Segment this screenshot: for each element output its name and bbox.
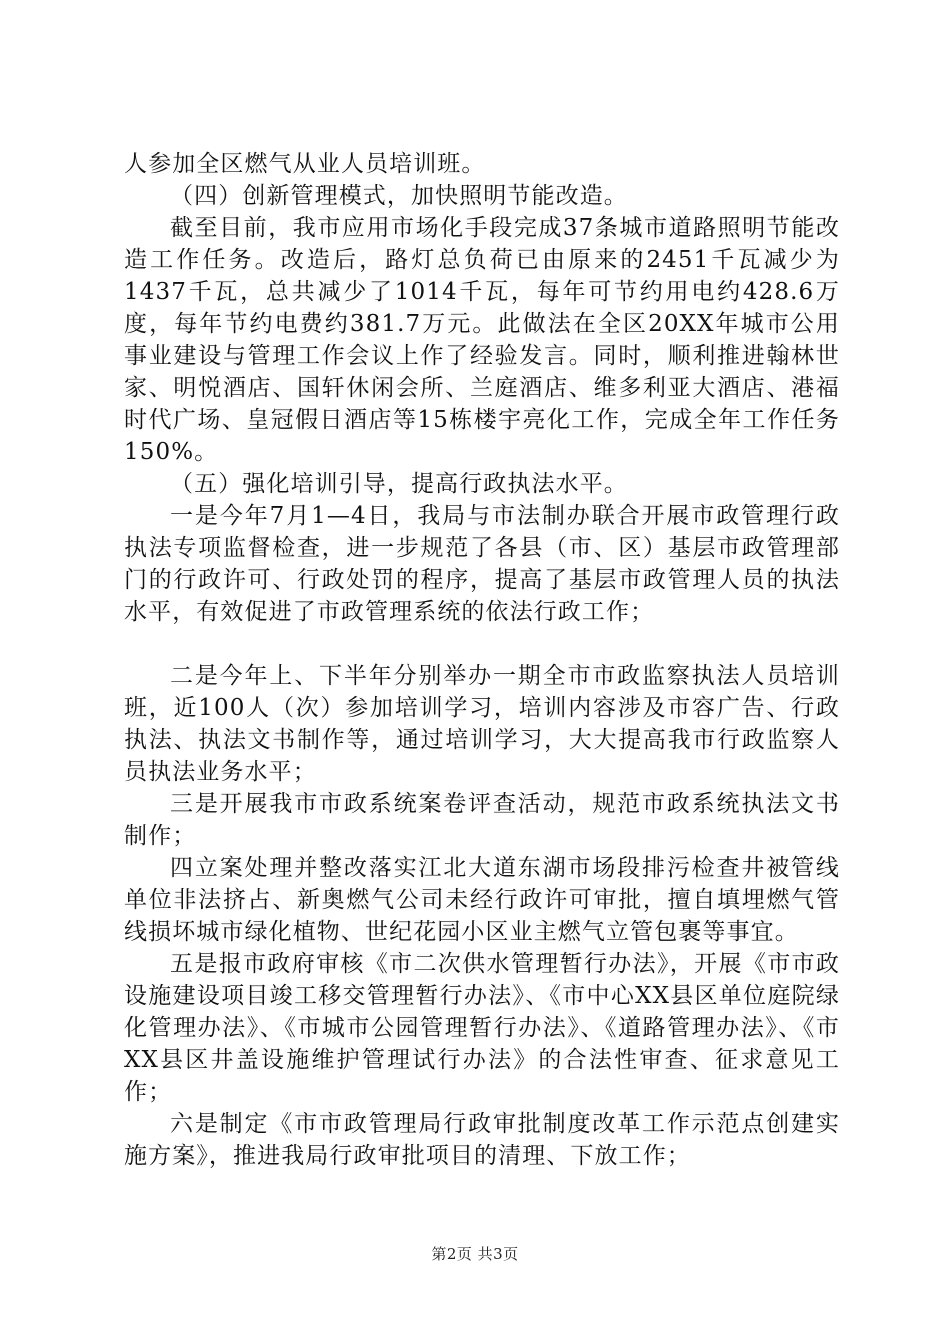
paragraph: 一是今年7月1—4日，我局与市法制办联合开展市政管理行政执法专项监督检查，进一步规范了各县（市、区）基层市政管理部门的行政许可、行政处罚的程序，提高了基层市政管理人员的执法水平，有效促进了市政管理系统的依法行政工作； bbox=[124, 503, 840, 625]
paragraph: 三是开展我市市政系统案卷评查活动，规范市政系统执法文书制作； bbox=[124, 791, 840, 849]
paragraph: 四立案处理并整改落实江北大道东湖市场段排污检查井被管线单位非法挤占、新奥燃气公司未经行政许可审批，擅自填埋燃气管线损坏城市绿化植物、世纪花园小区业主燃气立管包裹等事宜。 bbox=[124, 855, 840, 945]
page-footer: 第2页 共3页 bbox=[431, 1245, 519, 1263]
paragraph: 五是报市政府审核《市二次供水管理暂行办法》，开展《市市政设施建设项目竣工移交管理暂行办法》、《市中心XX县区单位庭院绿化管理办法》、《市城市公园管理暂行办法》、《道路管理办法》、《市XX县区井盖设施维护管理试行办法》的合法性审查、征求意见工作； bbox=[124, 951, 840, 1105]
section-heading: （四）创新管理模式，加快照明节能改造。 bbox=[170, 183, 628, 209]
paragraph: 人参加全区燃气从业人员培训班。 bbox=[124, 151, 486, 177]
section-heading: （五）强化培训引导，提高行政执法水平。 bbox=[170, 471, 628, 497]
paragraph: 截至目前，我市应用市场化手段完成37条城市道路照明节能改造工作任务。改造后，路灯总负荷已由原来的2451千瓦减少为1437千瓦，总共减少了1014千瓦，每年可节约用电约428.6万度，每年节约电费约381.7万元。此做法在全区20XX年城市公用事业建设与管理工作会议上作了经验发言。同时，顺利推进翰林世家、明悦酒店、国轩休闲会所、兰庭酒店、维多利亚大酒店、港福时代广场、皇冠假日酒店等15栋楼宇亮化工作，完成全年工作任务150%。 bbox=[124, 215, 840, 465]
paragraph: 二是今年上、下半年分别举办一期全市市政监察执法人员培训班，近100人（次）参加培训学习，培训内容涉及市容广告、行政执法、执法文书制作等，通过培训学习，大大提高我市行政监察人员执法业务水平； bbox=[124, 663, 840, 785]
paragraph: 六是制定《市市政管理局行政审批制度改革工作示范点创建实施方案》，推进我局行政审批项目的清理、下放工作； bbox=[124, 1111, 840, 1169]
document-body bbox=[124, 148, 840, 1172]
